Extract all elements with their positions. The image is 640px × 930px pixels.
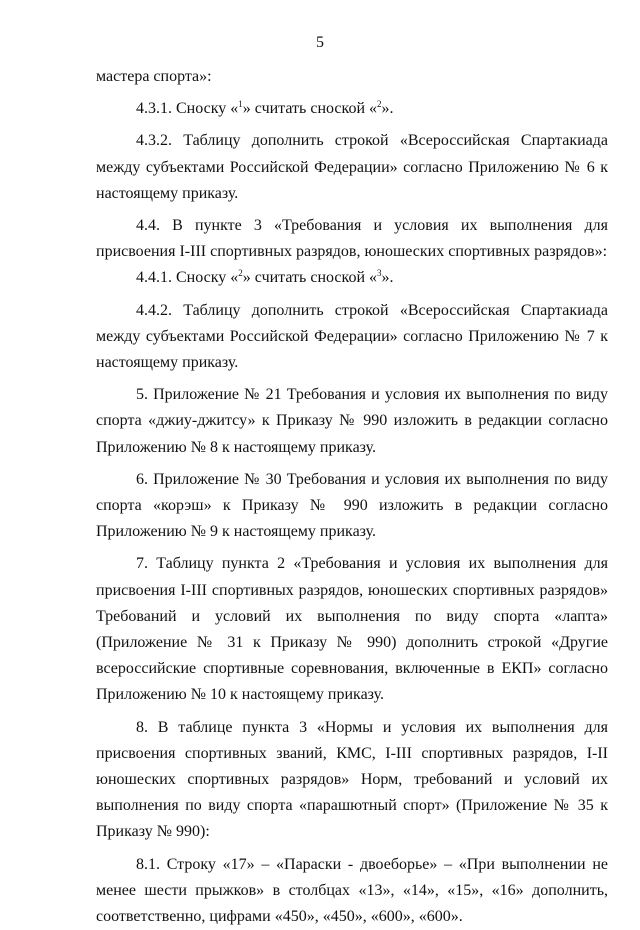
footnote-ref: 1 xyxy=(238,99,243,110)
paragraph-4-4-2: 4.4.2. Таблицу дополнить строкой «Всероссийская Спартакиада между субъектами Российской Федерации» согласно Приложению № 7 к настоящему приказу. xyxy=(96,301,608,372)
paragraph-continuation: мастера спорта»: xyxy=(96,68,212,85)
paragraph-5: 5. Приложение № 21 Требования и условия их выполнения по виду спорта «джиу-джитсу» к Приказу № 990 изложить в редакции согласно Приложению № 8 к настоящему приказу. xyxy=(96,386,608,456)
footnote-ref: 2 xyxy=(238,268,243,279)
footnote-ref: 3 xyxy=(377,268,382,279)
paragraph-7: 7. Таблицу пункта 2 «Требования и условия их выполнения для присвоения I-III спортивных разрядов, юношеских спортивных разрядов» Требований и условий их выполнения по виду спорта «лапта» (Приложение № 31 к Приказу № 990) дополнить строкой «Другие всероссийские спортивные соревнования, включенные в ЕКП» согласно Приложению № 10 к настоящему приказу. xyxy=(96,555,608,704)
paragraph-8: 8. В таблице пункта 3 «Нормы и условия их выполнения для присвоения спортивных званий, КМС, I-III спортивных разрядов, I-II юношеских спортивных разрядов» Норм, требований и условий их выполнения по виду спорта «парашютный спорт» (Приложение № 35 к Приказу № 990): xyxy=(96,718,608,841)
paragraph-4-4: 4.4. В пункте 3 «Требования и условия их выполнения для присвоения I-III спортивных разрядов, юношеских спортивных разрядов»: xyxy=(96,217,608,261)
document-body xyxy=(96,64,608,930)
paragraph-4-3-2: 4.3.2. Таблицу дополнить строкой «Всероссийская Спартакиада между субъектами Российской Федерации» согласно Приложению № 6 к настоящему приказу. xyxy=(96,132,608,202)
paragraph-4-4-1: 4.4.1. Сноску «$^2$» считать сноской «$^3$». xyxy=(136,268,394,287)
footnote-ref: 2 xyxy=(377,99,382,110)
page-number: 5 xyxy=(316,34,324,51)
paragraph-4-3-1: 4.3.1. Сноску «$^1$» считать сноской «$^2$». xyxy=(136,99,394,118)
paragraph-6: 6. Приложение № 30 Требования и условия их выполнения по виду спорта «корэш» к Приказу № 990 изложить в редакции согласно Приложению № 9 к настоящему приказу. xyxy=(96,470,608,541)
paragraph-8-1: 8.1. Строку «17» – «Параски - двоеборье» – «При выполнении не менее шести прыжков» в столбцах «13», «14», «15», «16» дополнить, соответственно, цифрами «450», «450», «600», «600». xyxy=(96,855,608,926)
